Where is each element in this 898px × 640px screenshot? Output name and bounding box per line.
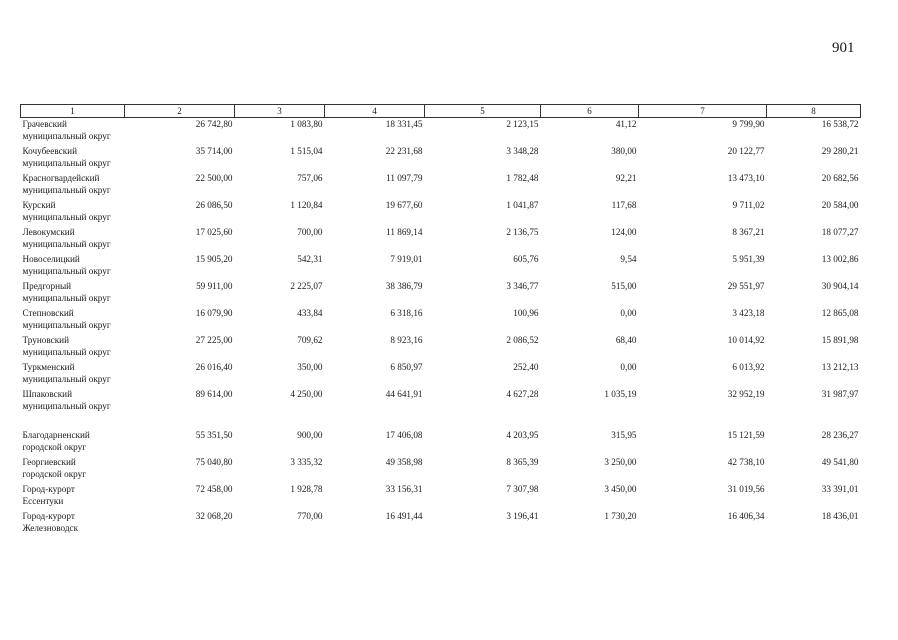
value-cell: 35 714,00 (195, 145, 233, 156)
value-cell: 8 923,16 (390, 334, 423, 345)
value-cell: 252,40 (513, 361, 539, 372)
value-cell: 7 307,98 (506, 483, 539, 494)
column-header: 5 (425, 105, 541, 118)
table-row (21, 510, 861, 537)
value-cell: 1 041,87 (506, 199, 539, 210)
value-cell: 30 904,14 (821, 280, 859, 291)
value-cell: 55 351,50 (195, 429, 233, 440)
value-cell: 20 682,56 (821, 172, 859, 183)
value-cell: 49 358,98 (385, 456, 423, 467)
value-cell: 3 335,32 (290, 456, 323, 467)
table-row (21, 307, 861, 334)
value-cell: 2 086,52 (506, 334, 539, 345)
value-cell: 1 730,20 (604, 510, 637, 521)
district-name-line: муниципальный округ (22, 211, 111, 222)
value-cell: 42 738,10 (727, 456, 765, 467)
value-cell: 8 367,21 (732, 226, 765, 237)
value-cell: 49 541,80 (821, 456, 859, 467)
value-cell: 11 097,79 (386, 172, 423, 183)
district-name-line: Степновский (22, 307, 74, 318)
district-name-line: Красногвардейский (22, 172, 100, 183)
value-cell: 22 500,00 (195, 172, 233, 183)
spacer-cell (21, 415, 861, 429)
table-row (21, 483, 861, 510)
value-cell: 3 196,41 (506, 510, 539, 521)
district-name-line: Город-курорт (22, 483, 75, 494)
value-cell: 900,00 (297, 429, 323, 440)
value-cell: 12 865,08 (821, 307, 859, 318)
value-cell: 1 083,80 (290, 119, 323, 129)
value-cell: 31 987,97 (821, 388, 859, 399)
district-name-line: городской округ (22, 468, 87, 479)
district-name-line: муниципальный округ (22, 184, 111, 195)
value-cell: 605,76 (513, 253, 539, 264)
value-cell: 13 002,86 (821, 253, 859, 264)
column-header: 1 (21, 105, 125, 118)
value-cell: 16 491,44 (385, 510, 423, 521)
district-name-cell (21, 388, 125, 415)
district-name-line: Город-курорт (22, 510, 75, 521)
district-name-line: Туркменский (22, 361, 75, 372)
value-cell: 350,00 (297, 361, 323, 372)
district-name-line: Георгиевский (22, 456, 76, 467)
value-cell: 3 346,77 (506, 280, 539, 291)
value-cell: 26 086,50 (195, 199, 233, 210)
table-row (21, 456, 861, 483)
value-cell: 7 919,01 (390, 253, 423, 264)
value-cell: 29 551,97 (727, 280, 765, 291)
value-cell: 757,06 (297, 172, 323, 183)
district-name-line: муниципальный округ (22, 292, 111, 303)
value-cell: 4 203,95 (506, 429, 539, 440)
column-header: 6 (541, 105, 639, 118)
value-cell: 1 120,84 (290, 199, 323, 210)
column-header: 2 (125, 105, 235, 118)
value-cell: 700,00 (297, 226, 323, 237)
district-name-line: Благодарненский (22, 429, 90, 440)
value-cell: 100,96 (513, 307, 539, 318)
value-cell: 18 436,01 (821, 510, 859, 521)
value-cell: 3 348,28 (506, 145, 539, 156)
district-name-line: городской округ (22, 441, 87, 452)
table-row (21, 280, 861, 307)
value-cell: 0,00 (620, 307, 637, 318)
district-name-line: муниципальный округ (22, 238, 111, 249)
value-cell: 32 068,20 (195, 510, 233, 521)
value-cell: 117,68 (611, 199, 637, 210)
value-cell: 92,21 (615, 172, 637, 183)
value-cell: 27 225,00 (195, 334, 233, 345)
value-cell: 709,62 (297, 334, 323, 345)
column-header: 3 (235, 105, 325, 118)
value-cell: 9,54 (620, 253, 637, 264)
district-name-cell (21, 334, 125, 361)
district-name-line: муниципальный округ (22, 373, 111, 384)
value-cell: 13 473,10 (727, 172, 765, 183)
district-name-line: Курский (22, 199, 56, 210)
value-cell: 5 951,39 (732, 253, 765, 264)
value-cell: 1 782,48 (506, 172, 539, 183)
value-cell: 18 331,45 (385, 119, 423, 129)
value-cell: 11 869,14 (386, 226, 423, 237)
district-name-cell (21, 280, 125, 307)
district-name-cell (21, 145, 125, 172)
value-cell: 9 799,90 (732, 119, 765, 129)
district-name-cell (21, 253, 125, 280)
value-cell: 124,00 (611, 226, 637, 237)
value-cell: 68,40 (615, 334, 637, 345)
value-cell: 41,12 (615, 119, 637, 129)
value-cell: 28 236,27 (821, 429, 859, 440)
district-name-line: Предгорный (22, 280, 72, 291)
district-name-cell (21, 510, 125, 537)
district-name-line: муниципальный округ (22, 319, 111, 330)
table-row (21, 199, 861, 226)
value-cell: 1 928,78 (290, 483, 323, 494)
value-cell: 15 905,20 (195, 253, 233, 264)
district-name-line: Грачевский (22, 119, 67, 129)
value-cell: 10 014,92 (727, 334, 765, 345)
table-row (21, 388, 861, 415)
value-cell: 16 538,72 (821, 119, 859, 129)
value-cell: 75 040,80 (195, 456, 233, 467)
value-cell: 20 584,00 (821, 199, 859, 210)
value-cell: 6 850,97 (390, 361, 423, 372)
value-cell: 6 318,16 (390, 307, 423, 318)
table-row (21, 118, 861, 145)
value-cell: 29 280,21 (821, 145, 859, 156)
value-cell: 2 136,75 (506, 226, 539, 237)
value-cell: 18 077,27 (821, 226, 859, 237)
value-cell: 6 013,92 (732, 361, 765, 372)
column-header-row (21, 105, 861, 118)
value-cell: 16 079,90 (195, 307, 233, 318)
table-row (21, 334, 861, 361)
district-name-cell (21, 456, 125, 483)
district-name-cell (21, 307, 125, 334)
district-name-line: муниципальный округ (22, 157, 111, 168)
district-name-line: муниципальный округ (22, 400, 111, 411)
value-cell: 8 365,39 (506, 456, 539, 467)
table-row (21, 145, 861, 172)
district-name-cell (21, 226, 125, 253)
value-cell: 26 016,40 (195, 361, 233, 372)
value-cell: 315,95 (611, 429, 637, 440)
value-cell: 19 677,60 (385, 199, 423, 210)
section-spacer (21, 415, 861, 429)
value-cell: 4 250,00 (290, 388, 323, 399)
value-cell: 13 212,13 (821, 361, 859, 372)
value-cell: 2 225,07 (290, 280, 323, 291)
table-row (21, 429, 861, 456)
value-cell: 515,00 (611, 280, 637, 291)
value-cell: 20 122,77 (727, 145, 765, 156)
value-cell: 3 450,00 (604, 483, 637, 494)
district-name-line: муниципальный округ (22, 346, 111, 357)
value-cell: 433,84 (297, 307, 323, 318)
value-cell: 33 391,01 (821, 483, 859, 494)
value-cell: 1 515,04 (290, 145, 323, 156)
column-header: 7 (639, 105, 767, 118)
value-cell: 59 911,00 (196, 280, 233, 291)
value-cell: 770,00 (297, 510, 323, 521)
value-cell: 16 406,34 (727, 510, 765, 521)
value-cell: 38 386,79 (385, 280, 423, 291)
table-row (21, 172, 861, 199)
district-name-line: Новоселицкий (22, 253, 80, 264)
district-name-line: Труновский (22, 334, 69, 345)
value-cell: 0,00 (620, 361, 637, 372)
table-row (21, 226, 861, 253)
value-cell: 44 641,91 (385, 388, 423, 399)
value-cell: 22 231,68 (385, 145, 423, 156)
table-row (21, 253, 861, 280)
district-name-line: муниципальный округ (22, 131, 111, 141)
district-name-cell (21, 429, 125, 456)
value-cell: 3 250,00 (604, 456, 637, 467)
value-cell: 26 742,80 (195, 119, 233, 129)
district-name-line: муниципальный округ (22, 265, 111, 276)
value-cell: 1 035,19 (604, 388, 637, 399)
value-cell: 89 614,00 (195, 388, 233, 399)
value-cell: 4 627,28 (506, 388, 539, 399)
value-cell: 31 019,56 (727, 483, 765, 494)
budget-table (20, 104, 861, 537)
district-name-line: Левокумский (22, 226, 75, 237)
value-cell: 33 156,31 (385, 483, 423, 494)
value-cell: 9 711,02 (732, 199, 765, 210)
district-name-line: Ессентуки (22, 495, 64, 506)
value-cell: 380,00 (611, 145, 637, 156)
table-row (21, 361, 861, 388)
district-name-line: Шпаковский (22, 388, 73, 399)
value-cell: 15 121,59 (727, 429, 765, 440)
value-cell: 2 123,15 (506, 119, 539, 129)
district-name-cell (21, 199, 125, 226)
district-name-line: Кочубеевский (22, 145, 77, 156)
value-cell: 542,31 (297, 253, 323, 264)
page-number: 901 (832, 40, 855, 56)
district-name-line: Железноводск (22, 522, 79, 533)
value-cell: 3 423,18 (732, 307, 765, 318)
value-cell: 17 025,60 (195, 226, 233, 237)
column-header: 4 (325, 105, 425, 118)
district-name-cell (21, 172, 125, 199)
value-cell: 32 952,19 (727, 388, 765, 399)
value-cell: 72 458,00 (195, 483, 233, 494)
district-name-cell (21, 483, 125, 510)
column-header: 8 (767, 105, 861, 118)
district-name-cell (21, 118, 125, 145)
value-cell: 17 406,08 (385, 429, 423, 440)
value-cell: 15 891,98 (821, 334, 859, 345)
district-name-cell (21, 361, 125, 388)
